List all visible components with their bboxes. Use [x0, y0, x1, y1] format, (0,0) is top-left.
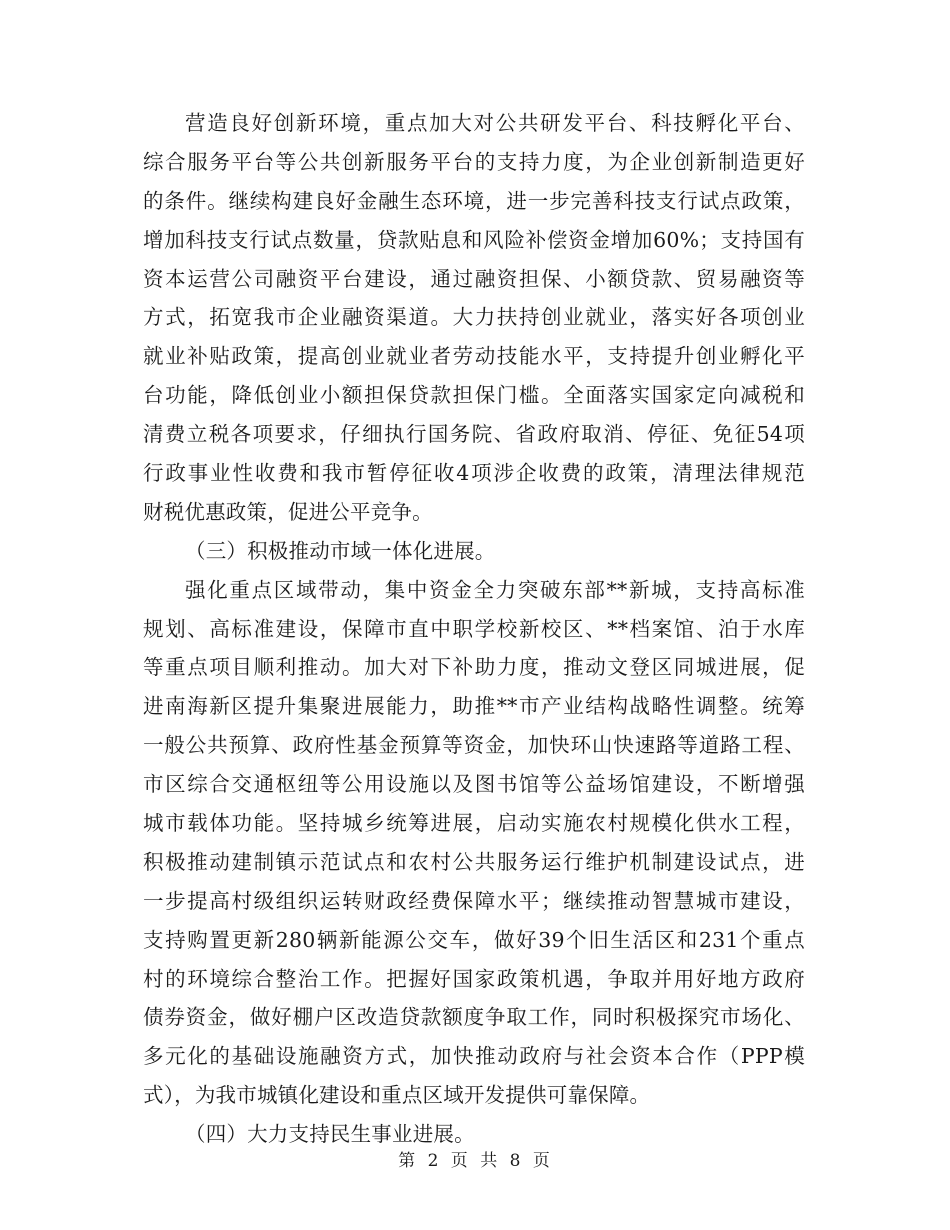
paragraph-line: 等重点项目顺利推动。加大对下补助力度，推动文登区同城进展，促: [143, 655, 805, 680]
paragraph-line: 财税优惠政策，促进公平竞争。: [143, 499, 433, 524]
page-number-footer: 第 2 页 共 8 页: [398, 1151, 552, 1171]
paragraph-line: 营造良好创新环境，重点加大对公共研发平台、科技孵化平台、: [185, 111, 805, 135]
paragraph-line: 强化重点区域带动，集中资金全力突破东部**新城，支持高标准: [185, 577, 805, 602]
paragraph-line: 村的环境综合整治工作。把握好国家政策机遇，争取并用好地方政府: [143, 966, 805, 991]
paragraph-line: 城市载体功能。坚持城乡统筹进展，启动实施农村规模化供水工程，: [143, 811, 805, 836]
paragraph-line: 综合服务平台等公共创新服务平台的支持力度，为企业创新制造更好: [143, 149, 805, 174]
paragraph-line: 规划、高标准建设，保障市直中职学校新校区、**档案馆、泊于水库: [143, 616, 805, 641]
paragraph-line: 多元化的基础设施融资方式，加快推动政府与社会资本合作（PPP模: [143, 1044, 805, 1069]
section-heading: （三）积极推动市域一体化进展。: [185, 538, 496, 563]
paragraph-line: 增加科技支行试点数量，贷款贴息和风险补偿资金增加60%；支持国有: [143, 227, 805, 252]
paragraph-line: 进南海新区提升集聚进展能力，助推**市产业结构战略性调整。统筹: [143, 694, 805, 719]
paragraph-line: 资本运营公司融资平台建设，通过融资担保、小额贷款、贸易融资等: [143, 266, 805, 291]
paragraph-line: 一般公共预算、政府性基金预算等资金，加快环山快速路等道路工程、: [143, 733, 805, 758]
paragraph-line: 支持购置更新280辆新能源公交车，做好39个旧生活区和231个重点: [143, 927, 805, 952]
paragraph-line: 就业补贴政策，提高创业就业者劳动技能水平，支持提升创业孵化平: [143, 344, 805, 369]
paragraph-line: 市区综合交通枢纽等公用设施以及图书馆等公益场馆建设，不断增强: [143, 772, 805, 797]
section-heading: （四）大力支持民生事业进展。: [185, 1122, 475, 1147]
document-body: [143, 104, 805, 1154]
paragraph-line: 积极推动建制镇示范试点和农村公共服务运行维护机制建设试点，进: [143, 849, 805, 874]
paragraph-line: 一步提高村级组织运转财政经费保障水平；继续推动智慧城市建设，: [143, 888, 805, 913]
paragraph-line: 式），为我市城镇化建设和重点区域开发提供可靠保障。: [143, 1083, 651, 1108]
paragraph-line: 行政事业性收费和我市暂停征收4项涉企收费的政策，清理法律规范: [143, 461, 805, 486]
paragraph-line: 债券资金，做好棚户区改造贷款额度争取工作，同时积极探究市场化、: [143, 1005, 805, 1030]
paragraph-line: 清费立税各项要求，仔细执行国务院、省政府取消、停征、免征54项: [143, 422, 805, 447]
paragraph-line: 方式，拓宽我市企业融资渠道。大力扶持创业就业，落实好各项创业: [143, 305, 805, 330]
paragraph-line: 台功能，降低创业小额担保贷款担保门槛。全面落实国家定向减税和: [143, 383, 805, 408]
paragraph-line: 的条件。继续构建良好金融生态环境，进一步完善科技支行试点政策，: [143, 188, 805, 213]
